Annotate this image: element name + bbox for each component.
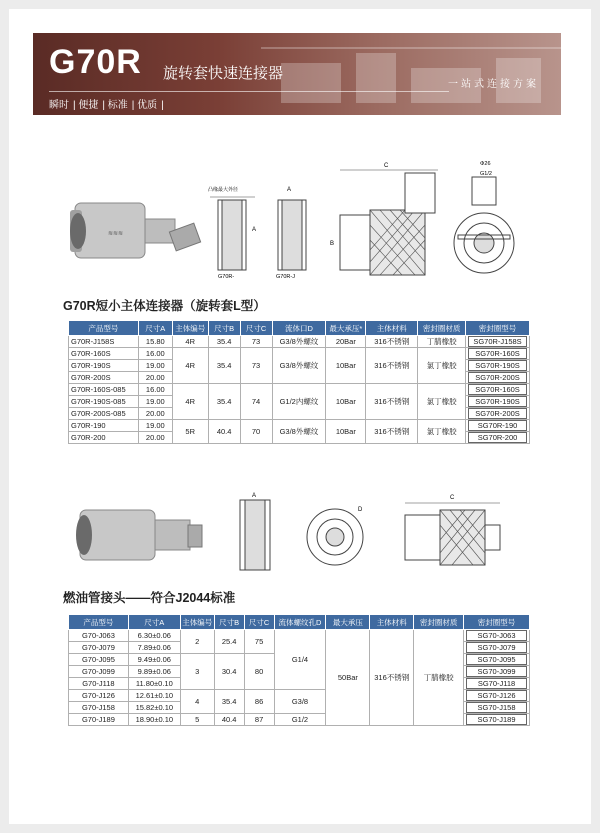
seal-model-box: SG70R-J158S	[468, 336, 527, 347]
table-cell: 87	[244, 714, 274, 726]
table-cell: 50Bar	[326, 630, 370, 726]
table-cell: 4R	[172, 348, 208, 384]
table-cell: 20.00	[138, 372, 172, 384]
table-cell: 3	[180, 654, 214, 690]
drawing-label: G1/2	[480, 171, 492, 177]
seal-model-box: SG70R-190S	[468, 360, 527, 371]
table-cell: 尺寸A	[138, 321, 172, 336]
table-cell: 316不锈钢	[370, 630, 414, 726]
table-cell: 密封圈型号	[466, 321, 530, 336]
table-cell: 10Bar	[326, 420, 366, 444]
table-cell: 密封圈材质	[418, 321, 466, 336]
table-cell: G70R-190S-085	[69, 396, 139, 408]
seal-model-box: SG70R-160S	[468, 384, 527, 395]
table-cell: 18.90±0.10	[128, 714, 180, 726]
table-cell	[466, 432, 530, 444]
tag: 瞬时	[49, 100, 69, 111]
table-row	[69, 348, 530, 360]
table-cell	[464, 630, 530, 642]
drawing-label: A	[252, 493, 257, 499]
table-cell: 25.4	[214, 630, 244, 654]
seal-model-box: SG70-J095	[466, 654, 527, 665]
table-cell: 20Bar	[326, 336, 366, 348]
table-cell: G3/8外螺纹	[272, 348, 326, 384]
table-cell	[464, 690, 530, 702]
table-cell: G70R-190S	[69, 360, 139, 372]
table-row	[69, 384, 530, 396]
table-row	[69, 336, 530, 348]
table-cell: 5R	[172, 420, 208, 444]
table-cell: G3/8外螺纹	[272, 420, 326, 444]
table-cell: 316不锈钢	[366, 384, 418, 420]
table-cell: 86	[244, 690, 274, 714]
tag: 优质	[137, 100, 158, 111]
product-drawings-2	[60, 485, 550, 580]
tag: 标准	[107, 100, 128, 111]
table-cell: G70-J158	[69, 702, 129, 714]
table-cell: G70-J126	[69, 690, 129, 702]
table-cell	[466, 348, 530, 360]
table-cell: 30.4	[214, 654, 244, 690]
side-view-drawing-2	[405, 495, 500, 565]
table-cell: G70R-160S-085	[69, 384, 139, 396]
table-cell: 最大承压	[326, 615, 370, 630]
drawing-label: G70R-	[218, 274, 235, 280]
table-cell: 35.4	[214, 690, 244, 714]
table-cell: 主体编号	[172, 321, 208, 336]
section-drawing	[208, 186, 306, 280]
section-title-1: G70R短小主体连接器（旋转套L型）	[63, 299, 266, 313]
drawing-label: Φ26	[480, 161, 491, 167]
table-cell: G70-J079	[69, 642, 129, 654]
table-cell: 20.00	[138, 432, 172, 444]
table-cell: 氯丁橡胶	[418, 384, 466, 420]
table-cell: 流体螺纹孔D	[274, 615, 326, 630]
page-title: G70R	[49, 43, 142, 81]
seal-model-box: SG70-J099	[466, 666, 527, 677]
section-title-2: 燃油管接头——符合J2044标准	[63, 591, 236, 605]
drawing-label: A	[252, 227, 257, 233]
table-cell: 73	[240, 336, 272, 348]
seal-model-box: SG70-J126	[466, 690, 527, 701]
table-cell	[464, 666, 530, 678]
table-cell: 丁腈橡胶	[418, 336, 466, 348]
table-cell: 9.89±0.06	[128, 666, 180, 678]
section-drawing-2	[240, 493, 270, 570]
table-cell: G1/2内螺纹	[272, 384, 326, 420]
table-cell: G70-J063	[69, 630, 129, 642]
table-cell: 16.00	[138, 384, 172, 396]
table-cell: 4R	[172, 336, 208, 348]
table-cell: G70-J189	[69, 714, 129, 726]
table-cell: G1/4	[274, 630, 326, 690]
table-cell: 10Bar	[326, 384, 366, 420]
table-cell: 9.49±0.06	[128, 654, 180, 666]
table-cell: 74	[240, 384, 272, 420]
drawing-label: D	[358, 507, 363, 513]
table-cell: 73	[240, 348, 272, 384]
table-cell	[466, 360, 530, 372]
table-cell: G70-J095	[69, 654, 129, 666]
drawing-label: C	[450, 495, 455, 501]
tag: 便捷	[78, 100, 99, 111]
seal-model-box: SG70R-200	[468, 432, 527, 443]
table-cell: 19.00	[138, 396, 172, 408]
table-cell	[466, 408, 530, 420]
table-cell	[464, 642, 530, 654]
table-cell: G70R-200S-085	[69, 408, 139, 420]
table-cell: 2	[180, 630, 214, 654]
table-cell: 20.00	[138, 408, 172, 420]
page-subtitle: 旋转套快速连接器	[163, 65, 284, 82]
table-cell: 7.89±0.06	[128, 642, 180, 654]
spec-table-1	[68, 320, 530, 444]
table-cell: 316不锈钢	[366, 348, 418, 384]
table-cell: 35.4	[208, 384, 240, 420]
table-cell	[466, 420, 530, 432]
table-cell: 6.30±0.06	[128, 630, 180, 642]
table-cell: 12.61±0.10	[128, 690, 180, 702]
spec-table-2	[68, 614, 530, 726]
table-cell: G70-J099	[69, 666, 129, 678]
table-cell	[464, 714, 530, 726]
table-cell: G70R-J158S	[69, 336, 139, 348]
table-row	[69, 420, 530, 432]
table-cell: 尺寸A	[128, 615, 180, 630]
table-cell: G3/8	[274, 690, 326, 714]
seal-model-box: SG70R-200S	[468, 372, 527, 383]
table-cell: 尺寸C	[244, 615, 274, 630]
table-cell: G70R-200S	[69, 372, 139, 384]
table-cell: 75	[244, 630, 274, 654]
seal-model-box: SG70-J189	[466, 714, 527, 725]
seal-model-box: SG70R-190	[468, 420, 527, 431]
table-cell: 氯丁橡胶	[418, 420, 466, 444]
table-cell: 尺寸B	[214, 615, 244, 630]
table-cell	[464, 654, 530, 666]
table-cell: 15.80	[138, 336, 172, 348]
seal-model-box: SG70R-190S	[468, 396, 527, 407]
table-cell: 16.00	[138, 348, 172, 360]
feature-tags: 瞬时 | 便捷 | 标准 | 优质 |	[49, 100, 164, 111]
table-cell: 40.4	[214, 714, 244, 726]
table-cell: 5	[180, 714, 214, 726]
fuel-connector-photo	[76, 510, 202, 560]
table-cell	[466, 372, 530, 384]
front-view-drawing	[454, 161, 514, 273]
divider	[49, 91, 449, 92]
table-header-row	[69, 321, 530, 336]
table-cell: 80	[244, 654, 274, 690]
table-cell: 11.80±0.10	[128, 678, 180, 690]
table-cell: 最大承压*	[326, 321, 366, 336]
seal-model-box: SG70-J158	[466, 702, 527, 713]
seal-model-box: SG70-J118	[466, 678, 527, 689]
table-cell: 19.00	[138, 360, 172, 372]
factory-background-image	[261, 33, 561, 115]
table-cell: G70R-200	[69, 432, 139, 444]
front-view-drawing-2	[307, 507, 363, 565]
seal-model-box: SG70R-160S	[468, 348, 527, 359]
seal-model-box: SG70-J079	[466, 642, 527, 653]
table-cell: G70R-190	[69, 420, 139, 432]
table-cell	[464, 678, 530, 690]
table-cell	[466, 384, 530, 396]
drawing-label: 凸缘最大外径	[208, 187, 239, 193]
table-cell: 316不锈钢	[366, 336, 418, 348]
table-cell: 主体材料	[366, 321, 418, 336]
table-cell: 尺寸C	[240, 321, 272, 336]
table-cell: 316不锈钢	[366, 420, 418, 444]
seal-model-box: SG70R-200S	[468, 408, 527, 419]
table-cell: G70-J118	[69, 678, 129, 690]
slogan: 一站式连接方案	[448, 79, 539, 90]
table-cell: 产品型号	[69, 321, 139, 336]
table-cell: 15.82±0.10	[128, 702, 180, 714]
table-cell: 氯丁橡胶	[418, 348, 466, 384]
table-cell: 丁腈橡胶	[414, 630, 464, 726]
header-banner	[33, 33, 561, 115]
table-cell: 4	[180, 690, 214, 714]
table-cell: G1/2	[274, 714, 326, 726]
drawing-label: B	[330, 241, 335, 247]
drawing-label: ≋≋≋	[108, 231, 124, 237]
table-cell: 70	[240, 420, 272, 444]
table-cell: 10Bar	[326, 348, 366, 384]
table-cell: 19.00	[138, 420, 172, 432]
table-cell: 4R	[172, 384, 208, 420]
drawing-label: C	[384, 163, 389, 169]
table-cell: 35.4	[208, 348, 240, 384]
table-cell	[466, 396, 530, 408]
connector-photo	[70, 203, 201, 258]
drawing-label: G70R-J	[276, 274, 295, 280]
seal-model-box: SG70-J063	[466, 630, 527, 641]
table-cell: 产品型号	[69, 615, 129, 630]
table-cell: 流体口D	[272, 321, 326, 336]
drawing-label: A	[287, 187, 292, 193]
table-cell: 密封圈型号	[464, 615, 530, 630]
table-cell	[464, 702, 530, 714]
table-cell: 主体编号	[180, 615, 214, 630]
table-cell: 40.4	[208, 420, 240, 444]
table-cell: G70R-160S	[69, 348, 139, 360]
table-cell	[466, 336, 530, 348]
product-drawings-1	[60, 155, 550, 285]
table-cell: 密封圈材质	[414, 615, 464, 630]
table-header-row	[69, 615, 530, 630]
side-view-drawing	[330, 163, 438, 275]
table-cell: 主体材料	[370, 615, 414, 630]
table-cell: G3/8外螺纹	[272, 336, 326, 348]
table-row	[69, 630, 530, 642]
table-cell: 尺寸B	[208, 321, 240, 336]
table-cell: 35.4	[208, 336, 240, 348]
